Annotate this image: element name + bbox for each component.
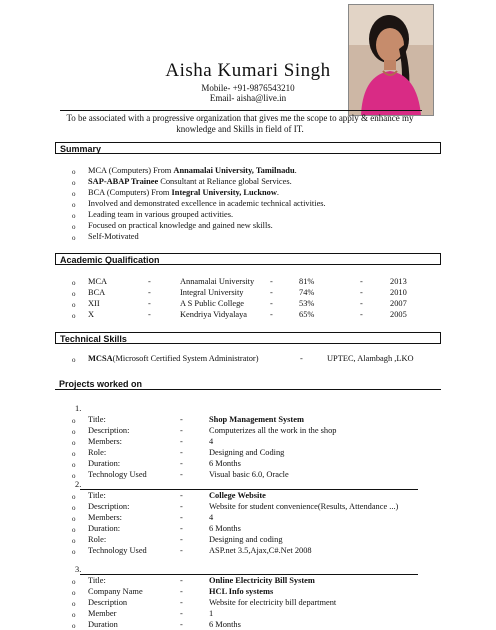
career-objective: To be associated with a progressive organization that gives me the scope to apply & enhance my knowledge and Skills in field of IT. [66,113,414,134]
technical-heading: Technical Skills [55,332,441,344]
bullet-marker: o [72,622,76,630]
bullet-marker: o [72,301,76,309]
summary-text: Consultant at Reliance global Services. [158,177,292,186]
project-field-label: Technology Used [88,546,147,555]
project-field-value: Shop Management System [209,415,304,424]
academic-dash3: - [360,310,363,319]
bullet-marker: o [72,190,76,198]
project-field-sep: - [180,576,183,585]
academic-course: MCA [88,277,108,286]
academic-course: XII [88,299,100,308]
project-field-label: Duration: [88,524,121,533]
bullet-marker: o [72,312,76,320]
bullet-marker: o [72,428,76,436]
academic-percent: 65% [299,310,315,319]
academic-percent: 53% [299,299,315,308]
project-field-label: Title: [88,576,106,585]
project-field-sep: - [180,415,183,424]
project-number: 1. [75,404,82,413]
bullet-marker: o [72,279,76,287]
bullet-marker: o [72,290,76,298]
bullet-marker: o [72,212,76,220]
academic-dash1: - [148,310,151,319]
skill-dash: - [300,354,303,363]
project-field-value: Designing and Coding [209,448,285,457]
mobile-number: Mobile- +91-9876543210 [201,83,295,93]
candidate-name: Aisha Kumari Singh [165,60,331,81]
academic-dash3: - [360,288,363,297]
project-field-sep: - [180,609,183,618]
project-field-label: Role: [88,535,107,544]
academic-dash3: - [360,299,363,308]
project-field-value: College Website [209,491,266,500]
academic-institute: Kendriya Vidyalaya [180,310,248,319]
project-field-sep: - [180,502,183,511]
academic-institute: Annamalai University [180,277,255,286]
projects-heading: Projects worked on [55,378,441,390]
project-number: 2. [75,480,82,489]
project-field-label: Duration [88,620,118,629]
project-field-sep: - [180,459,183,468]
summary-highlight: Annamalai University, Tamilnadu [173,166,295,175]
summary-item [88,166,297,175]
summary-text: MCA (Computers) From [88,166,174,175]
bullet-marker: o [72,493,76,501]
skill-place: UPTEC, Alambagh ,LKO [327,354,414,363]
project-field-label: Members: [88,437,122,446]
academic-course: X [88,310,95,319]
project-field-label: Technology Used [88,470,147,479]
email-address: Email- aisha@live.in [209,93,287,103]
project-field-value: Designing and coding [209,535,283,544]
bullet-marker: o [72,356,76,364]
bullet-marker: o [72,578,76,586]
academic-course: BCA [88,288,106,297]
summary-text: . [276,188,280,197]
skill-name: MCSA [88,354,113,363]
academic-percent: 74% [299,288,315,297]
profile-photo [348,4,434,116]
project-field-sep: - [180,535,183,544]
bullet-marker: o [72,201,76,209]
project-field-value: HCL Info systems [209,587,274,596]
project-divider [80,574,418,575]
project-field-label: Description: [88,426,130,435]
technical-skill [88,354,259,363]
project-field-label: Members: [88,513,122,522]
bullet-marker: o [72,234,76,242]
summary-item [88,199,326,208]
project-field-sep: - [180,598,183,607]
project-field-label: Member [88,609,117,618]
project-field-value: 6 Months [209,620,241,629]
bullet-marker: o [72,223,76,231]
academic-year: 2007 [390,299,407,308]
project-field-sep: - [180,448,183,457]
project-field-value: Visual basic 6.0, Oracle [209,470,289,479]
header-divider [60,110,422,111]
academic-dash2: - [270,288,273,297]
project-field-label: Title: [88,491,106,500]
academic-dash3: - [360,277,363,286]
project-field-sep: - [180,587,183,596]
summary-item [88,210,233,219]
project-field-sep: - [180,470,183,479]
summary-item [88,221,273,230]
project-field-value: 6 Months [209,459,241,468]
academic-dash2: - [270,299,273,308]
summary-text: Focused on practical knowledge and gained new skills. [88,221,273,230]
project-field-value: Website for electricity bill department [209,598,337,607]
academic-year: 2005 [390,310,407,319]
bullet-marker: o [72,472,76,480]
summary-highlight: SAP-ABAP Trainee [88,177,159,186]
summary-item [88,232,139,241]
project-field-label: Description: [88,502,130,511]
project-field-value: Computerizes all the work in the shop [209,426,337,435]
project-field-sep: - [180,524,183,533]
project-field-label: Company Name [88,587,143,596]
bullet-marker: o [72,168,76,176]
project-field-value: Website for student convenience(Results, Attendance ...) [209,502,399,511]
project-field-value: 6 Months [209,524,241,533]
bullet-marker: o [72,417,76,425]
project-field-label: Duration: [88,459,121,468]
summary-item [88,188,279,197]
project-divider [80,489,418,490]
project-field-sep: - [180,620,183,629]
project-field-label: Description [88,598,128,607]
summary-text: Leading team in various grouped activities. [88,210,234,219]
project-field-label: Title: [88,415,106,424]
academic-dash2: - [270,310,273,319]
project-field-sep: - [180,426,183,435]
project-field-sep: - [180,546,183,555]
bullet-marker: o [72,439,76,447]
project-field-value: Online Electricity Bill System [209,576,315,585]
summary-text: BCA (Computers) From [88,188,172,197]
bullet-marker: o [72,548,76,556]
skill-description: (Microsoft Certified System Administrator) [112,354,259,363]
academic-percent: 81% [299,277,315,286]
project-field-value: 4 [209,437,214,446]
summary-text: Involved and demonstrated excellence in academic technical activities. [88,199,326,208]
bullet-marker: o [72,589,76,597]
academic-year: 2013 [390,277,407,286]
bullet-marker: o [72,504,76,512]
project-number: 3. [75,565,82,574]
academic-dash1: - [148,277,151,286]
academic-dash1: - [148,288,151,297]
academic-dash1: - [148,299,151,308]
academic-institute: Integral University [180,288,244,297]
academic-year: 2010 [390,288,407,297]
project-field-value: 1 [209,609,214,618]
academic-institute: A S Public College [180,299,244,308]
project-field-label: Role: [88,448,107,457]
profile-photo-image [349,5,433,115]
bullet-marker: o [72,450,76,458]
project-field-value: 4 [209,513,214,522]
academic-dash2: - [270,277,273,286]
summary-text: Self-Motivated [88,232,139,241]
bullet-marker: o [72,526,76,534]
project-field-sep: - [180,437,183,446]
bullet-marker: o [72,600,76,608]
bullet-marker: o [72,611,76,619]
bullet-marker: o [72,179,76,187]
summary-heading: Summary [55,142,441,154]
project-field-value: ASP.net 3.5,Ajax,C#.Net 2008 [209,546,312,555]
bullet-marker: o [72,461,76,469]
summary-item [88,177,292,186]
summary-text: . [294,166,297,175]
academic-heading: Academic Qualification [55,253,441,265]
bullet-marker: o [72,515,76,523]
summary-highlight: Integral University, Lucknow [171,188,277,197]
project-field-sep: - [180,513,183,522]
project-field-sep: - [180,491,183,500]
bullet-marker: o [72,537,76,545]
